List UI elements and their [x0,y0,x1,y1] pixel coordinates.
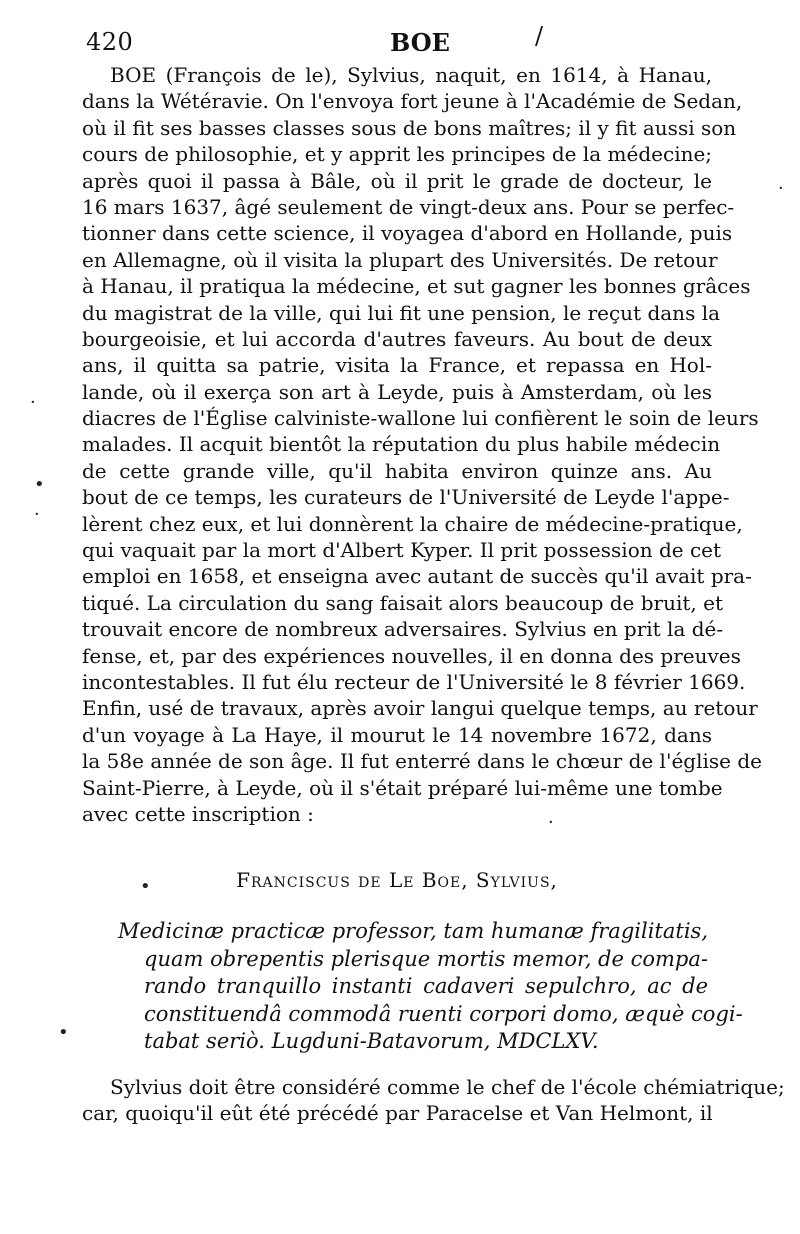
margin-speck: • [34,474,45,495]
text-line: de cette grande ville, qu'il habita environ quinze ans. Au [82,458,712,483]
text-line: Sylvius doit être considéré comme le chef de l'école chémiatrique; [110,1075,785,1099]
text-line: bourgeoisie, et lui accorda d'autres faveurs. Au bout de deux [82,326,712,351]
margin-speck: · [548,812,554,833]
text-line: bout de ce temps, les curateurs de l'Université de Leyde l'appe- [82,485,730,510]
text-line: diacres de l'Église calviniste-wallone lui confièrent le soin de leurs [82,406,759,431]
biography-text [82,62,762,827]
text-line: d'un voyage à La Haye, il mourut le 14 novembre 1672, dans [82,722,712,747]
page-number: 420 [86,28,134,56]
text-line: emploi en 1658, et enseigna avec autant de succès qu'il avait pra- [82,564,752,589]
text-line: trouvait encore de nombreux adversaires. Sylvius en prit la dé- [82,617,724,642]
epitaph-line: constituendâ commodâ ruenti corpori domo, æquè cogi- [144,1001,743,1026]
text-line: incontestables. Il fut élu recteur de l'Université le 8 février 1669. [82,669,746,694]
text-line: 16 mars 1637, âgé seulement de vingt-deux ans. Pour se perfec- [82,194,735,219]
epitaph-inscription [118,918,743,1056]
text-line: tionner dans cette science, il voyagea d'abord en Hollande, puis [82,221,733,246]
text-line: après quoi il passa à Bâle, où il prit le grade de docteur, le [82,168,712,193]
text-line: car, quoiqu'il eût été précédé par Paracelse et Van Helmont, il [82,1101,713,1126]
text-line: BOE (François de le), Sylvius, naquit, en 1614, à Hanau, [110,63,712,87]
epitaph-title: Franciscus de Le Boe, Sylvius, [236,868,558,892]
margin-speck: • [140,876,151,897]
text-line: fense, et, par des expériences nouvelles, il en donna des preuves [82,643,741,668]
text-line: la 58e année de son âge. Il fut enterré dans le chœur de l'église de [82,749,762,774]
text-line: malades. Il acquit bientôt la réputation du plus habile médecin [82,432,721,457]
text-line: en Allemagne, où il visita la plupart des Universités. De retour [82,247,718,272]
text-line: lèrent chez eux, et lui donnèrent la chaire de médecine-pratique, [82,511,743,536]
epitaph-line: Medicinæ practicæ professor, tam humanæ fragilitatis, [118,919,708,943]
margin-speck: • [58,1022,69,1043]
text-line: qui vaquait par la mort d'Albert Kyper. Il prit possession de cet [82,538,722,563]
text-line: dans la Wétéravie. On l'envoya fort jeune à l'Académie de Sedan, [82,89,743,114]
text-line: Saint-Pierre, à Leyde, où il s'était préparé lui-même une tombe [82,775,723,800]
text-line: lande, où il exerça son art à Leyde, puis à Amsterdam, où les [82,379,712,404]
text-line: à Hanau, il pratiqua la médecine, et sut gagner les bonnes grâces [82,274,751,299]
margin-speck: · [778,178,784,199]
text-line: Enfin, usé de travaux, après avoir langui quelque temps, au retour [82,696,758,721]
stray-mark: / [535,22,544,50]
running-head: BOE [390,28,450,57]
margin-speck: · [34,504,40,525]
text-line: où il fit ses basses classes sous de bons maîtres; il y fit aussi son [82,115,737,140]
closing-paragraph [82,1074,785,1127]
text-line: avec cette inscription : [82,801,314,826]
margin-speck: · [30,392,36,413]
text-line: tiqué. La circulation du sang faisait alors beaucoup de bruit, et [82,590,724,615]
text-line: ans, il quitta sa patrie, visita la France, et repassa en Hol- [82,353,712,378]
epitaph-line: rando tranquillo instanti cadaveri sepulchro, ac de [144,974,708,998]
text-line: du magistrat de la ville, qui lui fit une pension, le reçut dans la [82,300,721,325]
text-line: cours de philosophie, et y apprit les principes de la médecine; [82,142,713,167]
epitaph-line: tabat seriò. Lugduni-Batavorum, MDCLXV. [144,1029,599,1053]
epitaph-line: quam obrepentis plerisque mortis memor, de compa- [144,946,708,971]
